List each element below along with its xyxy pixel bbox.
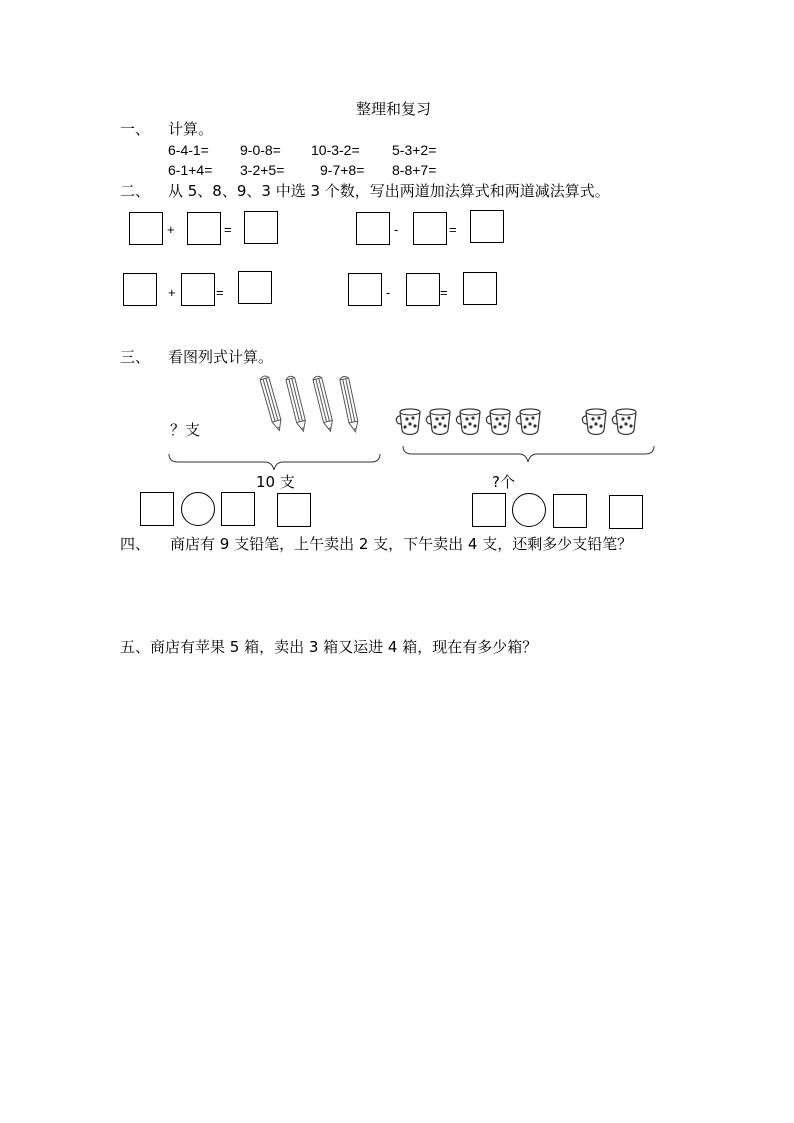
answer-box[interactable] [129,212,163,245]
answer-box[interactable] [277,493,311,527]
pencil-icon [339,376,360,433]
calc-item: 9-0-8= [240,142,281,158]
cup-icon [486,409,510,435]
cup-icon [582,409,606,435]
calc-item: 3-2+5= [240,162,285,178]
equals-sign: = [440,285,448,300]
equals-sign: = [216,285,224,300]
section-4-problem: 商店有 9 支铅笔，上午卖出 2 支，下午卖出 4 支，还剩多少支铅笔？ [170,535,633,553]
cup-icon [612,409,636,435]
calc-item: 5-3+2= [392,142,437,158]
right-brace [402,444,656,466]
pencil-total-label: 10 支 [256,473,295,491]
section-5-problem: 五、商店有苹果 5 箱，卖出 3 箱又运进 4 箱，现在有多少箱？ [120,638,538,656]
equals-sign: = [449,222,457,237]
minus-sign: - [386,285,391,300]
pencil-icon [259,375,283,432]
answer-box[interactable] [553,494,587,528]
section-2-instruction: 从 5、8、9、3 中选 3 个数，写出两道加法算式和两道减法算式。 [168,182,610,200]
answer-box[interactable] [472,493,506,527]
operator-circle[interactable] [181,492,215,526]
operator-circle[interactable] [512,493,546,527]
answer-box[interactable] [413,212,447,245]
answer-box[interactable] [406,273,440,306]
answer-box[interactable] [356,212,390,245]
equals-sign: = [224,222,232,237]
answer-box[interactable] [140,492,174,526]
section-3-heading: 看图列式计算。 [168,348,274,366]
cup-icon [396,409,420,435]
answer-box[interactable] [348,273,382,306]
calc-item: 10-3-2= [311,142,360,158]
calc-item: 6-1+4= [168,162,213,178]
cup-icon [426,409,450,435]
answer-box[interactable] [181,273,215,306]
pencils-illustration [255,374,365,438]
answer-box[interactable] [187,212,221,245]
plus-sign: + [168,285,176,300]
section-2-number: 二、 [120,182,151,200]
pencil-question-label: ？支 [170,421,201,439]
answer-box[interactable] [238,271,272,304]
answer-box[interactable] [221,492,255,526]
page-title: 整理和复习 [356,100,432,118]
answer-box[interactable] [244,211,278,244]
left-brace [168,452,382,474]
calc-item: 8-8+7= [392,162,437,178]
cups-illustration [394,404,646,438]
section-1-number: 一、 [120,120,151,138]
plus-sign: + [167,222,175,237]
pencil-icon [285,375,307,432]
answer-box[interactable] [470,210,504,243]
section-4-number: 四、 [120,535,151,553]
calc-item: 9-7+8= [320,162,365,178]
answer-box[interactable] [123,273,157,306]
cup-question-label: ?个 [492,473,515,491]
calc-item: 6-4-1= [168,142,209,158]
section-3-number: 三、 [120,348,151,366]
pencil-icon [312,375,334,432]
cup-icon [456,409,480,435]
section-1-heading: 计算。 [168,120,214,138]
minus-sign: - [394,222,399,237]
answer-box[interactable] [463,272,497,305]
answer-box[interactable] [609,495,643,529]
cup-icon [516,409,540,435]
